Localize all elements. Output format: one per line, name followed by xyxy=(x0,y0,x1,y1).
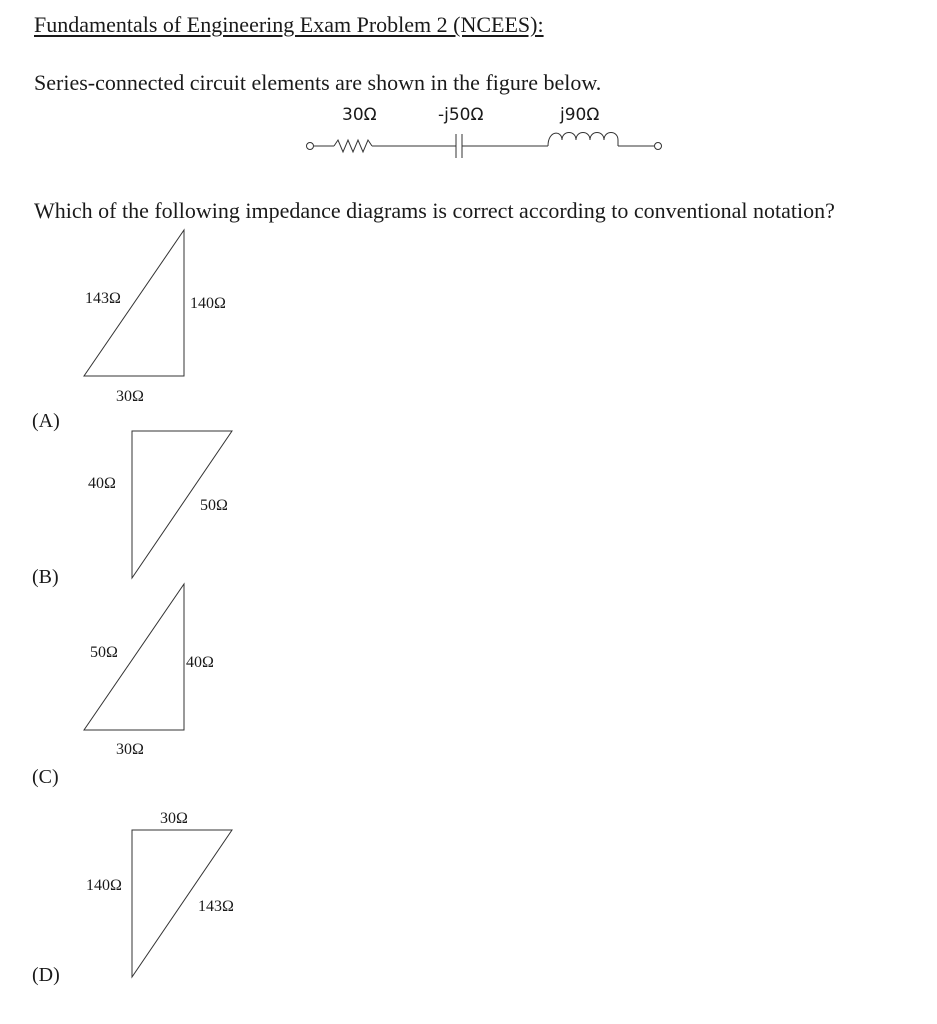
hypotenuse-label-d: 143Ω xyxy=(198,898,234,915)
choice-label-b: (B) xyxy=(32,566,59,588)
problem-intro: Series-connected circuit elements are shown in the figure below. xyxy=(34,70,602,95)
inductor-label: j90Ω xyxy=(560,105,600,125)
impedance-diagram-d xyxy=(70,805,270,985)
left-label-b: 40Ω xyxy=(88,475,116,492)
resistor-icon xyxy=(334,140,372,152)
inductor-icon xyxy=(548,133,618,147)
horizontal-label-c: 30Ω xyxy=(116,741,144,758)
hypotenuse-label-a: 143Ω xyxy=(85,290,121,307)
problem-question: Which of the following impedance diagrams is correct according to conventional notation? xyxy=(34,198,835,223)
hypotenuse-label-c: 50Ω xyxy=(90,644,118,661)
hypotenuse-label-b: 50Ω xyxy=(200,497,228,514)
circuit-diagram xyxy=(290,100,680,168)
problem-title: Fundamentals of Engineering Exam Problem 2 (NCEES): xyxy=(34,12,544,37)
choice-label-c: (C) xyxy=(32,766,59,788)
vertical-label-a: 140Ω xyxy=(190,295,226,312)
terminal-left-icon xyxy=(307,143,314,150)
terminal-right-icon xyxy=(655,143,662,150)
capacitor-label: -j50Ω xyxy=(438,105,484,125)
impedance-diagram-b xyxy=(70,428,270,583)
vertical-label-d: 140Ω xyxy=(86,877,122,894)
impedance-diagram-c xyxy=(70,582,270,762)
vertical-label-c: 40Ω xyxy=(186,654,214,671)
impedance-diagram-a xyxy=(70,228,270,408)
horizontal-label-a: 30Ω xyxy=(116,388,144,405)
horizontal-label-d: 30Ω xyxy=(160,810,188,827)
choice-label-d: (D) xyxy=(32,964,60,986)
choice-label-a: (A) xyxy=(32,410,60,432)
resistor-label: 30Ω xyxy=(342,105,377,125)
